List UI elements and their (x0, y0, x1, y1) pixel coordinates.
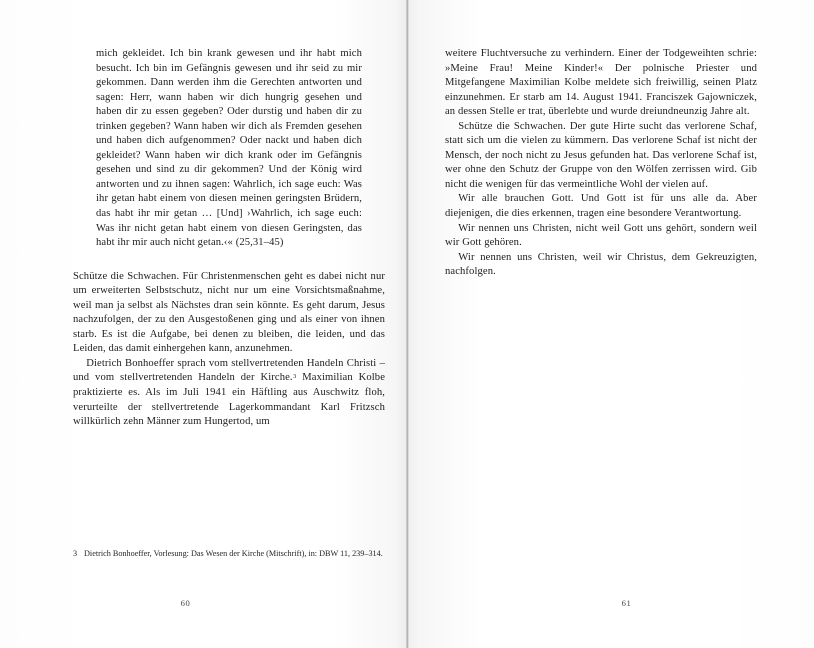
left-body-paragraph-1: Schütze die Schwachen. Für Christenmenschen geht es dabei nicht nur um erweiterten Selbstschutz, nicht nur um eine Vorsichtsmaßnahme, weil man ja selbst als Nächstes dran sein könnte. Es geht darum, Jesus nachzufolgen, der zu den Ausgestoßenen ging und als einer von ihnen starb. Es ist die Aufgabe, bei denen zu bleiben, die leiden, und das Leiden, das damit einhergehen kann, anzunehmen. (73, 270, 385, 355)
right-body-paragraph-5: Wir nennen uns Christen, weil wir Christus, dem Gekreuzigten, nachfolgen. (445, 251, 757, 278)
right-body-paragraph-1: weitere Fluchtversuche zu verhindern. Einer der Todgeweihten schrie: »Meine Frau! Meine Kinder!« Der polnische Priester und Mitgefangene Maximilian Kolbe meldete sich freiwillig, seinen Platz einzunehmen. Er starb am 14. August 1941. Franciszek Gajowniczek, an dessen Stelle er trat, überlebte und wurde dreiundneunzig Jahre alt. (445, 48, 757, 118)
page-number-right: 61 (621, 598, 632, 608)
left-paragraph-2-text-after-footnote: Maximilian Kolbe praktizierte es. Als im Juli 1941 ein Häftling aus Auschwitz floh, verurteilte der stellvertretende Lagerkommandant Karl Fritzsch willkürlich zehn Männer zum Hungertod, um (73, 372, 385, 428)
right-body-paragraph-4: Wir nennen uns Christen, nicht weil Gott uns gehört, sondern weil wir Gott gehören. (445, 222, 757, 249)
right-body-paragraph-3: Wir alle brauchen Gott. Und Gott ist für uns alle da. Aber diejenigen, die dies erkennen, tragen eine besondere Verantwortung. (445, 193, 757, 220)
left-paragraph-2-text-before-footnote: Dietrich Bonhoeffer sprach vom stellvertretenden Handeln Christi – und vom stellvertretenden Handeln der Kirche. (73, 357, 385, 384)
page-number-left: 60 (180, 598, 191, 608)
footnote-entry (73, 548, 385, 560)
blockquote-paragraph: mich gekleidet. Ich bin krank gewesen und ihr habt mich besucht. Ich bin im Gefängnis gewesen und ihr seid zu mir gekommen. Dann werden ihm die Gerechten antworten und sagen: Herr, wann haben wir dich hungrig gesehen und haben dir zu essen gegeben? Oder durstig und haben dir zu trinken gegeben? Wann haben wir dich als Fremden gesehen und haben dich aufgenommen? Oder nackt und haben dich gekleidet? Wann haben wir dich krank oder im Gefängnis gesehen und sind zu dir gekommen? Und der König wird antworten und zu ihnen sagen: Wahrlich, ich sage euch: Was ihr getan habt einem von diesen meinen geringsten Brüdern, das habt ihr mir getan … [Und] ›Wahrlich, ich sage euch: Was ihr nicht getan habt einem von diesen Geringsten, das habt ihr mir auch nicht getan.‹« (25,31–45) (96, 48, 362, 249)
right-page-text-block (445, 47, 757, 280)
left-body-paragraph-2 (73, 357, 385, 430)
right-body-paragraph-2: Schütze die Schwachen. Der gute Hirte sucht das verlorene Schaf, statt sich um die vielen zu kümmern. Das verlorene Schaf ist nicht der Mensch, der noch nicht zu Jesus gefunden hat. Das verlorene Schaf ist, wer ohne den Schutz der Gruppe von den Wölfen zerrissen wird. Gib nicht die wenigen für das vermeintliche Wohl der vielen auf. (445, 120, 757, 190)
blockquote-spacer (73, 251, 385, 270)
right-page (407, 0, 814, 648)
footnote-reference-marker[interactable]: 3 (292, 372, 297, 380)
footnote-area (73, 541, 385, 560)
left-page-text-block (73, 47, 385, 430)
scripture-blockquote (96, 47, 362, 251)
footnote-text: Dietrich Bonhoeffer, Vorlesung: Das Wesen der Kirche (Mitschrift), in: DBW 11, 239–314. (84, 549, 383, 559)
footnote-number: 3 (73, 549, 78, 559)
